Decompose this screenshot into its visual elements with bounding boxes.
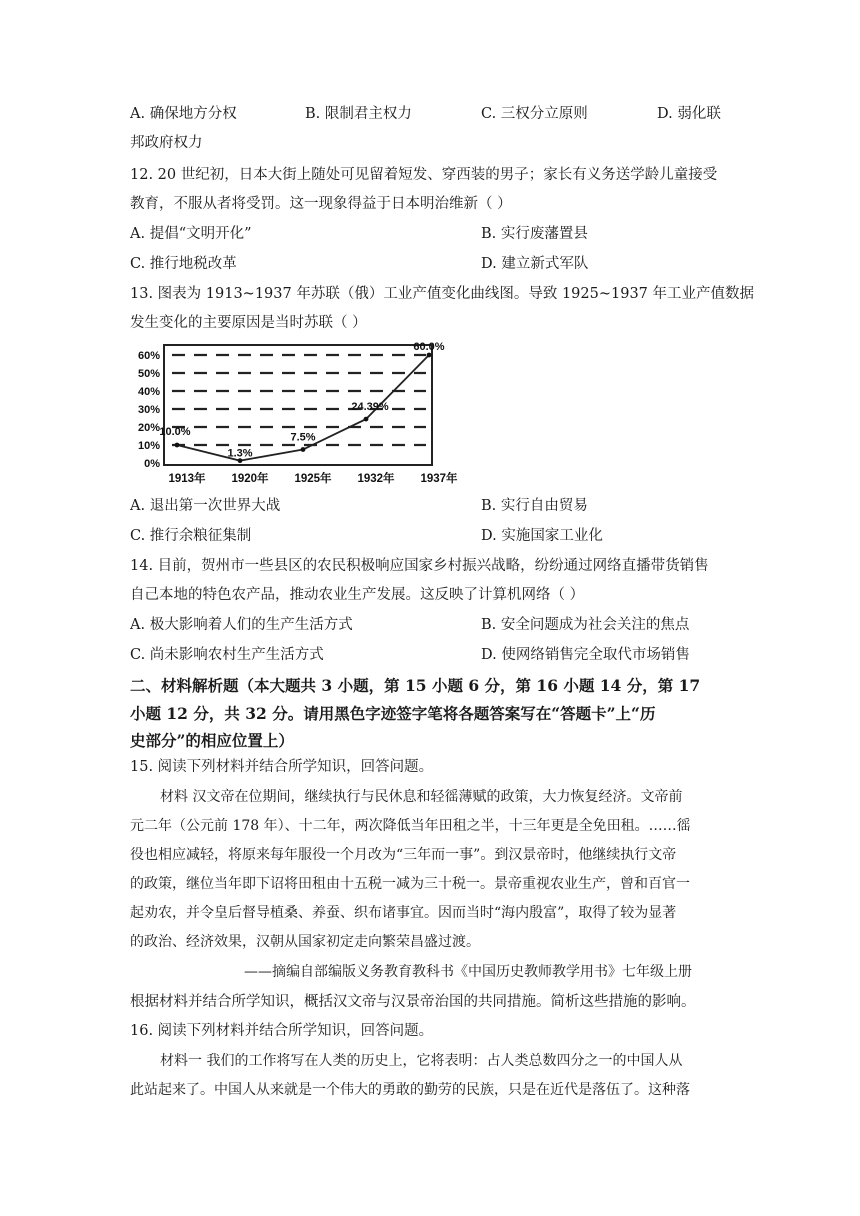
q13-option-c: C. 推行余粮征集制 — [130, 528, 252, 544]
q15-material-line-6: 的政治、经济效果，汉朝从国家初定走向繁荣昌盛过渡。 — [130, 934, 480, 950]
q14-stem-2: 自己本地的特色农产品，推动农业生产发展。这反映了计算机网络（ ） — [130, 587, 585, 603]
q14-option-d: D. 使网络销售完全取代市场销售 — [481, 647, 690, 663]
q15-stem: 15. 阅读下列材料并结合所学知识，回答问题。 — [130, 759, 434, 775]
q12-stem-1: 12. 20 世纪初，日本大街上随处可见留着短发、穿西装的男子；家长有义务送学龄儿童接受 — [130, 167, 718, 183]
chart-data-point — [301, 447, 306, 452]
q14-stem-1: 14. 目前，贺州市一些县区的农民积极响应国家乡村振兴战略，纷纷通过网络直播带货销售 — [130, 558, 709, 574]
chart-y-tick-label: 30% — [137, 404, 160, 416]
q14-option-a: A. 极大影响着人们的生产生活方式 — [130, 617, 353, 633]
q11-option-d: D. 弱化联 — [657, 106, 721, 122]
q12-stem-2: 教育，不服从者将受罚。这一现象得益于日本明治维新（ ） — [130, 196, 512, 212]
q11-option-b: B. 限制君主权力 — [305, 106, 412, 122]
chart-x-tick-label: 1932年 — [357, 473, 395, 485]
q15-question: 根据材料并结合所学知识，概括汉文帝与汉景帝治国的共同措施。简析这些措施的影响。 — [130, 994, 696, 1010]
chart-data-label: 1.3% — [227, 447, 253, 460]
q16-material-line-2: 此站起来了。中国人从来就是一个伟大的勇敢的勤劳的民族，只是在近代是落伍了。这种落 — [130, 1082, 690, 1098]
chart-data-point — [427, 353, 432, 358]
q13-option-d: D. 实施国家工业化 — [481, 528, 603, 544]
q11-option-a: A. 确保地方分权 — [130, 106, 237, 122]
chart-y-tick-label: 60% — [137, 350, 160, 362]
q12-option-c: C. 推行地税改革 — [130, 256, 237, 272]
q13-option-a: A. 退出第一次世界大战 — [130, 498, 281, 514]
q14-option-c: C. 尚未影响农村生产生活方式 — [130, 647, 324, 663]
q13-stem-1: 13. 图表为 1913~1937 年苏联（俄）工业产值变化曲线图。导致 1925~1937 年工业产值数据 — [130, 286, 755, 302]
section2-heading-3: 史部分”的相应位置上） — [130, 731, 294, 750]
q16-material-line-1: 材料一 我们的工作将写在人类的历史上，它将表明：占人类总数四分之一的中国人从 — [160, 1053, 683, 1069]
chart-x-tick-label: 1913年 — [168, 473, 206, 485]
chart-x-tick-label: 1925年 — [294, 473, 332, 485]
q15-material-line-1: 材料 汉文帝在位期间，继续执行与民休息和轻徭薄赋的政策，大力恢复经济。文帝前 — [160, 789, 683, 805]
q13-stem-2: 发生变化的主要原因是当时苏联（ ） — [130, 315, 367, 331]
q13-option-b: B. 实行自由贸易 — [481, 498, 588, 514]
chart-data-label: 10.0% — [159, 426, 191, 438]
chart-y-tick-label: 50% — [137, 368, 160, 380]
q16-stem: 16. 阅读下列材料并结合所学知识，回答问题。 — [130, 1023, 434, 1039]
q11-option-c: C. 三权分立原则 — [481, 106, 588, 122]
q14-option-b: B. 安全问题成为社会关注的焦点 — [481, 617, 690, 633]
q15-material-line-4: 的政策，继位当年即下诏将田租由十五税一减为三十税一。景帝重视农业生产，曾和百官一 — [130, 876, 690, 892]
chart-frame — [164, 345, 432, 465]
q12-option-d: D. 建立新式军队 — [481, 256, 589, 272]
q15-source: ——摘编自部编版义务教育教科书《中国历史教师教学用书》七年级上册 — [244, 964, 692, 980]
chart-data-label: 24.39% — [351, 401, 389, 414]
chart-data-label: 7.5% — [290, 431, 316, 444]
chart-data-point — [175, 443, 180, 448]
chart-x-tick-label: 1937年 — [420, 473, 458, 485]
q12-option-b: B. 实行废藩置县 — [481, 226, 588, 242]
chart-x-tick-label: 1920年 — [231, 473, 269, 485]
q15-material-line-5: 起劝农，并令皇后督导植桑、养蚕、织布诸事宜。因而当时“海内殷富”，取得了较为显著 — [130, 905, 677, 921]
industrial-output-chart — [127, 341, 458, 489]
chart-y-tick-label: 40% — [137, 386, 160, 398]
chart-series-line — [177, 355, 429, 461]
section2-heading-1: 二、材料解析题（本大题共 3 小题，第 15 小题 6 分，第 16 小题 14 分，第 17 — [130, 676, 701, 695]
q11-option-d-cont: 邦政府权力 — [130, 135, 203, 151]
q12-option-a: A. 提倡“文明开化” — [130, 226, 252, 242]
q15-material-line-3: 役也相应减轻，将原来每年服役一个月改为“三年而一事”。到汉景帝时，他继续执行文帝 — [130, 847, 677, 863]
chart-y-tick-label: 20% — [137, 422, 160, 434]
q15-material-line-2: 元二年（公元前 178 年）、十二年，两次降低当年田租之半，十三年更是全免田租。……徭 — [130, 818, 691, 834]
chart-y-tick-label: 0% — [144, 458, 160, 470]
section2-heading-2: 小题 12 分，共 32 分。请用黑色字迹签字笔将各题答案写在“答题卡”上“历 — [130, 704, 656, 723]
chart-y-tick-label: 10% — [137, 440, 160, 452]
chart-data-point — [364, 417, 369, 422]
chart-data-label: 60.0% — [413, 341, 445, 353]
